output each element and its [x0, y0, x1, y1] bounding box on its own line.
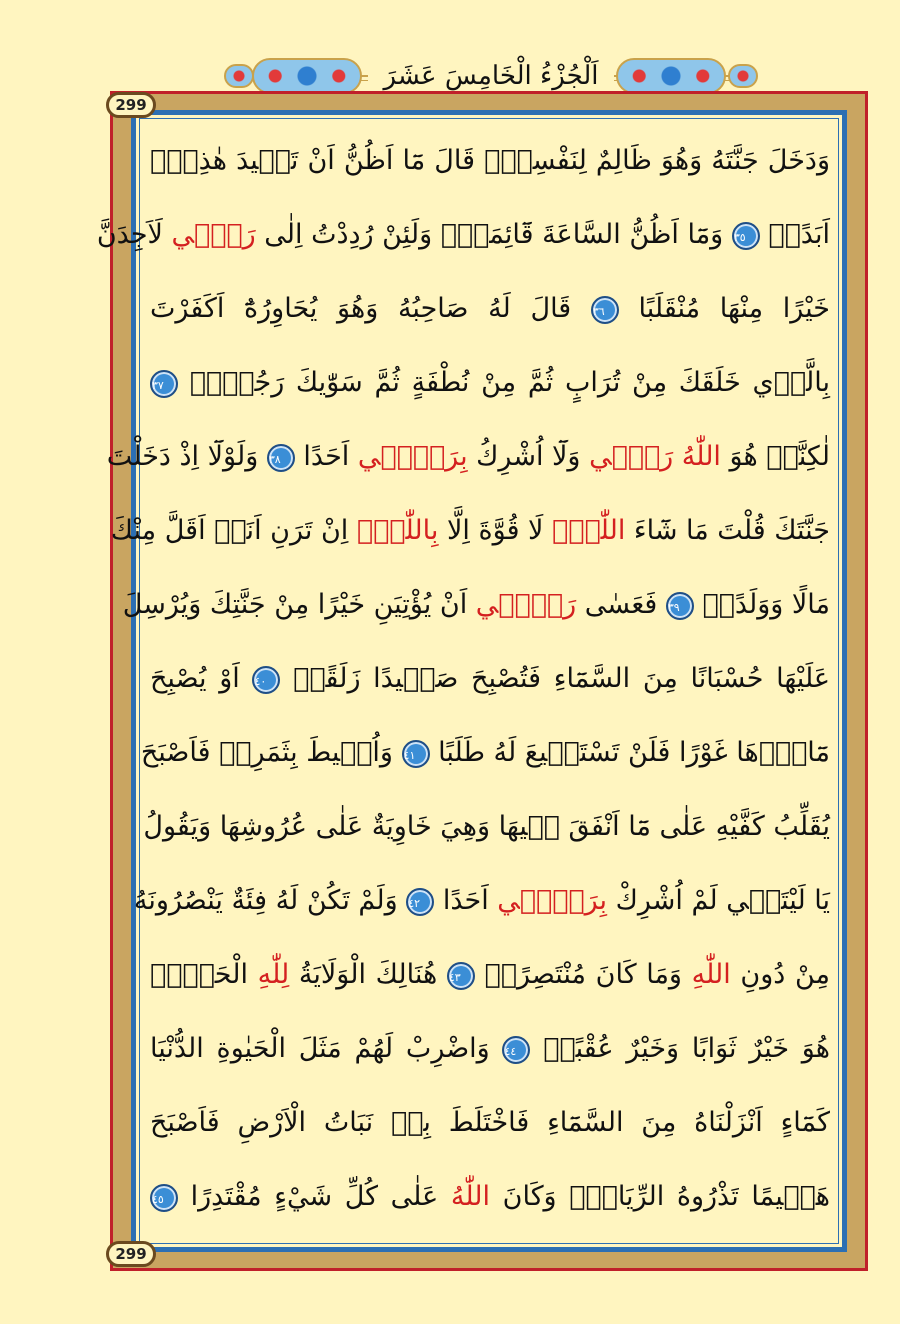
- divine-name: اللّٰهُ: [552, 515, 626, 546]
- text-line: [110, 494, 830, 568]
- verse-text: لَاَجِدَنَّ: [96, 219, 172, 250]
- ornament-right-end-icon: [728, 64, 758, 88]
- divine-name: بِرَبّ۪ٓي: [357, 441, 468, 472]
- verse-text: مِنْ دُونِ: [730, 959, 830, 990]
- text-line: [150, 346, 830, 420]
- ayah-number-marker: ٤٣: [447, 962, 475, 990]
- verse-text: بِالَّذ۪ي خَلَقَكَ مِنْ تُرَابٍ ثُمَّ مِنْ نُطْفَةٍ ثُمَّ سَوّٰيكَ رَجُلًاۜ: [178, 367, 830, 398]
- verse-text: يُقَلِّبُ كَفَّيْهِ عَلٰى مَٓا اَنْفَقَ ف۪يهَا وَهِيَ خَاوِيَةٌ عَلٰى عُرُوشِهَا وَيَقُولُ: [143, 811, 830, 842]
- verse-text: قَالَ لَهُ صَاحِبُهُ وَهُوَ يُحَاوِرُهُٓ اَكَفَرْتَ: [150, 293, 591, 324]
- divine-name: اللّٰهِ: [691, 959, 731, 990]
- divine-name: لِلّٰهِ: [257, 959, 290, 990]
- quran-text: [96, 124, 830, 1234]
- divine-name: رَبّ۪ي: [171, 219, 256, 250]
- verse-text: وَلَٓا اُشْرِكُ: [467, 441, 590, 472]
- verse-text: عَلٰى كُلِّ شَيْءٍ مُقْتَدِرًا: [178, 1181, 451, 1212]
- text-line: [150, 1086, 830, 1160]
- verse-text: اَبَدًاۙ: [759, 219, 830, 250]
- verse-text: يَا لَيْتَن۪ي لَمْ اُشْرِكْ: [607, 885, 830, 916]
- ayah-number-marker: ٣٨: [267, 444, 295, 472]
- page-number-top: 299: [106, 92, 156, 118]
- verse-text: وَاضْرِبْ لَهُمْ مَثَلَ الْحَيٰوةِ الدُّنْيَا: [150, 1033, 503, 1064]
- ayah-number-marker: ٤٥: [150, 1184, 178, 1212]
- divine-name: رَبّ۪ٓي: [475, 589, 577, 620]
- verse-text: عَلَيْهَا حُسْبَانًا مِنَ السَّمَٓاءِ فَتُصْبِحَ صَع۪يدًا زَلَقًاۙ: [280, 663, 830, 694]
- ornament-left-icon: [252, 58, 362, 94]
- verse-text: هُوَ خَيْرٌ ثَوَابًا وَخَيْرٌ عُقْبًاۣ: [530, 1033, 830, 1064]
- verse-text: ۙ لَا قُوَّةَ اِلَّا: [438, 515, 553, 546]
- verse-text: اَحَدًا: [434, 885, 498, 916]
- verse-text: خَيْرًا مِنْهَا مُنْقَلَبًا: [618, 293, 830, 324]
- verse-text: وَاُح۪يطَ بِثَمَرِه۪ فَاَصْبَحَ: [140, 737, 402, 768]
- divine-name: بِاللّٰهِ: [356, 515, 439, 546]
- text-line: [150, 1012, 830, 1086]
- verse-text: اَوْ يُصْبِحَ: [150, 663, 253, 694]
- verse-text: هُنَالِكَ الْوَلَايَةُ: [289, 959, 447, 990]
- text-line: [133, 864, 830, 938]
- verse-text: كَمَٓاءٍ اَنْزَلْنَاهُ مِنَ السَّمَٓاءِ فَاخْتَلَطَ بِه۪ نَبَاتُ الْاَرْضِ فَاَصْبَحَ: [150, 1107, 830, 1138]
- verse-text: وَلَوْلَٓا اِذْ دَخَلْتَ: [106, 441, 267, 472]
- page-number-bottom: 299: [106, 1241, 156, 1267]
- ayah-number-marker: ٣٦: [591, 296, 619, 324]
- verse-text: جَنَّتَكَ قُلْتَ مَا شَٓاءَ: [625, 515, 830, 546]
- verse-text: وَدَخَلَ جَنَّتَهُ وَهُوَ ظَالِمٌ لِنَفْسِهٖۚ قَالَ مَٓا اَظُنُّ اَنْ تَب۪يدَ هٰذِهٖٓ: [150, 145, 830, 176]
- verse-text: هَش۪يمًا تَذْرُوهُ الرِّيَاحُۜ وَكَانَ: [490, 1181, 830, 1212]
- ayah-number-marker: ٤١: [402, 740, 430, 768]
- verse-text: وَلَمْ تَكُنْ لَهُ فِئَةٌ يَنْصُرُونَهُ: [133, 885, 407, 916]
- verse-text: اَنْ يُؤْتِيَنِ خَيْرًا مِنْ جَنَّتِكَ وَيُرْسِلَ: [122, 589, 476, 620]
- verse-text: لٰكِنَّا۬ هُوَ: [720, 441, 830, 472]
- ayah-number-marker: ٣٩: [666, 592, 694, 620]
- text-line: [96, 198, 830, 272]
- verse-text: ۚ اِنْ تَرَنِ اَنَا۬ اَقَلَّ مِنْكَ: [110, 515, 357, 546]
- verse-text: اَحَدًا: [294, 441, 358, 472]
- text-line: [122, 568, 830, 642]
- divine-name: اللّٰهُ رَبّ۪ي: [589, 441, 721, 472]
- text-line: [150, 124, 830, 198]
- ornament-left-end-icon: [224, 64, 254, 88]
- ayah-number-marker: ٣٥: [732, 222, 760, 250]
- text-line: [143, 790, 830, 864]
- verse-text: مَٓاؤُ۬هَا غَوْرًا فَلَنْ تَسْتَط۪يعَ لَهُ طَلَبًا: [429, 737, 830, 768]
- text-line: [140, 716, 830, 790]
- text-line: [150, 642, 830, 716]
- verse-text: مَالًا وَوَلَدًاۚ: [693, 589, 830, 620]
- divine-name: اللّٰهُ: [450, 1181, 490, 1212]
- text-line: [150, 938, 830, 1012]
- ayah-number-marker: ٤٢: [406, 888, 434, 916]
- verse-text: وَمَٓا اَظُنُّ السَّاعَةَ قَٓائِمَةًۙ وَلَئِنْ رُدِدْتُ اِلٰى: [255, 219, 732, 250]
- verse-text: الْحَقِّۜ: [150, 959, 258, 990]
- juz-title: اَلْجُزْءُ الْخَامِسَ عَشَرَ: [368, 54, 614, 98]
- verse-text: فَعَسٰى: [576, 589, 666, 620]
- divine-name: بِرَبّ۪ٓي: [497, 885, 608, 916]
- ornament-right-icon: [616, 58, 726, 94]
- verse-text: وَمَا كَانَ مُنْتَصِرًاۜ: [474, 959, 692, 990]
- text-line: [106, 420, 830, 494]
- text-line: [150, 272, 830, 346]
- ayah-number-marker: ٤٤: [502, 1036, 530, 1064]
- ayah-number-marker: ٤٠: [252, 666, 280, 694]
- ayah-number-marker: ٣٧: [150, 370, 178, 398]
- text-line: [150, 1160, 830, 1234]
